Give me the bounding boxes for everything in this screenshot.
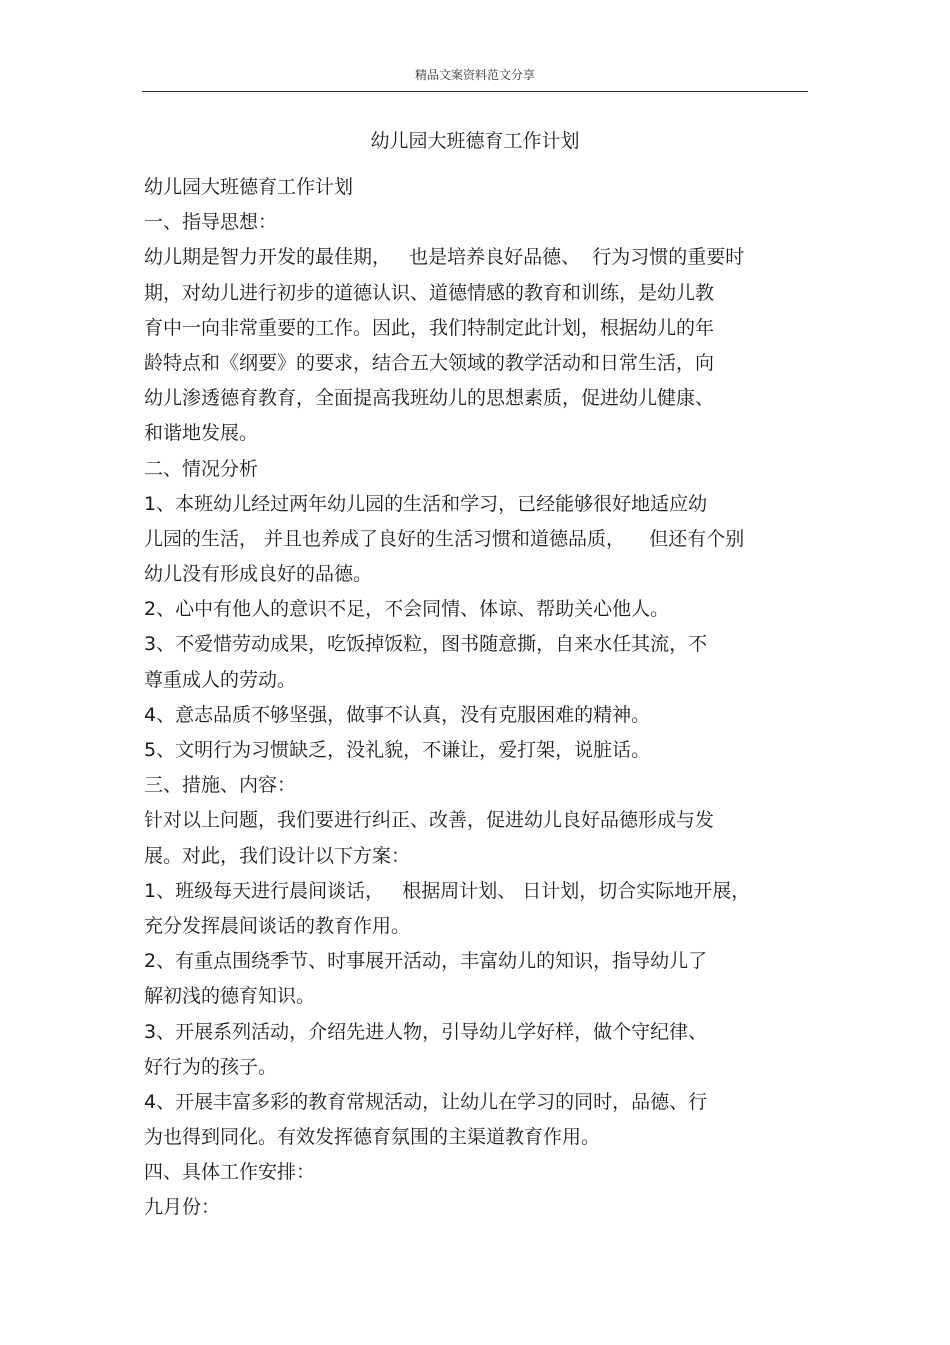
body-line: 展。对此，我们设计以下方案： xyxy=(144,844,411,867)
body-line: 4、意志品质不够坚强，做事不认真，没有克服困难的精神。 xyxy=(144,703,651,726)
section-heading: 四、具体工作安排： xyxy=(144,1161,316,1184)
body-line: 1、班级每天进行晨间谈话， 根据周计划、 日计划，切合实际地开展， xyxy=(144,879,751,902)
body-line: 2、心中有他人的意识不足，不会同情、体谅、帮助关心他人。 xyxy=(144,598,670,621)
body-line: 尊重成人的劳动。 xyxy=(144,668,297,691)
body-line: 幼儿园大班德育工作计划 xyxy=(144,176,354,198)
body-line: 幼儿渗透德育教育，全面提高我班幼儿的思想素质，促进幼儿健康、 xyxy=(144,387,715,410)
body-line: 好行为的孩子。 xyxy=(144,1055,278,1078)
body-line: 和谐地发展。 xyxy=(144,422,259,445)
body-line: 针对以上问题，我们要进行纠正、改善，促进幼儿良好品德形成与发 xyxy=(144,809,715,832)
body-line: 九月份： xyxy=(144,1196,221,1219)
body-line: 幼儿没有形成良好的品德。 xyxy=(144,563,373,586)
body-line: 充分发挥晨间谈话的教育作用。 xyxy=(144,914,411,937)
body-line: 4、开展丰富多彩的教育常规活动，让幼儿在学习的同时，品德、行 xyxy=(144,1090,708,1113)
document-title: 幼儿园大班德育工作计划 xyxy=(370,130,580,152)
body-line: 解初浅的德育知识。 xyxy=(144,985,316,1008)
body-line: 为也得到同化。有效发挥德育氛围的主渠道教育作用。 xyxy=(144,1126,601,1149)
body-line: 5、文明行为习惯缺乏，没礼貌，不谦让，爱打架，说脏话。 xyxy=(144,739,651,761)
body-line: 儿园的生活， 并且也养成了良好的生活习惯和道德品质， 但还有个别 xyxy=(144,527,745,550)
page-header: 精品文案资料范文分享 xyxy=(414,68,535,82)
body-line: 龄特点和《纲要》的要求，结合五大领域的教学活动和日常生活，向 xyxy=(144,351,715,374)
document-body xyxy=(144,170,812,1226)
body-line: 幼儿期是智力开发的最佳期， 也是培养良好品德、 行为习惯的重要时 xyxy=(144,246,745,269)
body-line: 1、本班幼儿经过两年幼儿园的生活和学习，已经能够很好地适应幼 xyxy=(144,492,708,515)
body-line: 期，对幼儿进行初步的道德认识、道德情感的教育和训练，是幼儿教 xyxy=(144,281,715,304)
section-heading: 三、措施、内容： xyxy=(144,774,297,797)
section-heading: 二、情况分析 xyxy=(144,457,259,480)
body-line: 3、开展系列活动，介绍先进人物，引导幼儿学好样，做个守纪律、 xyxy=(144,1020,708,1043)
section-heading: 一、指导思想： xyxy=(144,211,278,234)
body-line: 3、不爱惜劳动成果，吃饭掉饭粒，图书随意撕，自来水任其流，不 xyxy=(144,633,708,656)
body-line: 育中一向非常重要的工作。因此，我们特制定此计划，根据幼儿的年 xyxy=(144,316,715,339)
body-line: 2、有重点围绕季节、时事展开活动，丰富幼儿的知识，指导幼儿了 xyxy=(144,950,708,973)
header-divider xyxy=(142,91,808,92)
